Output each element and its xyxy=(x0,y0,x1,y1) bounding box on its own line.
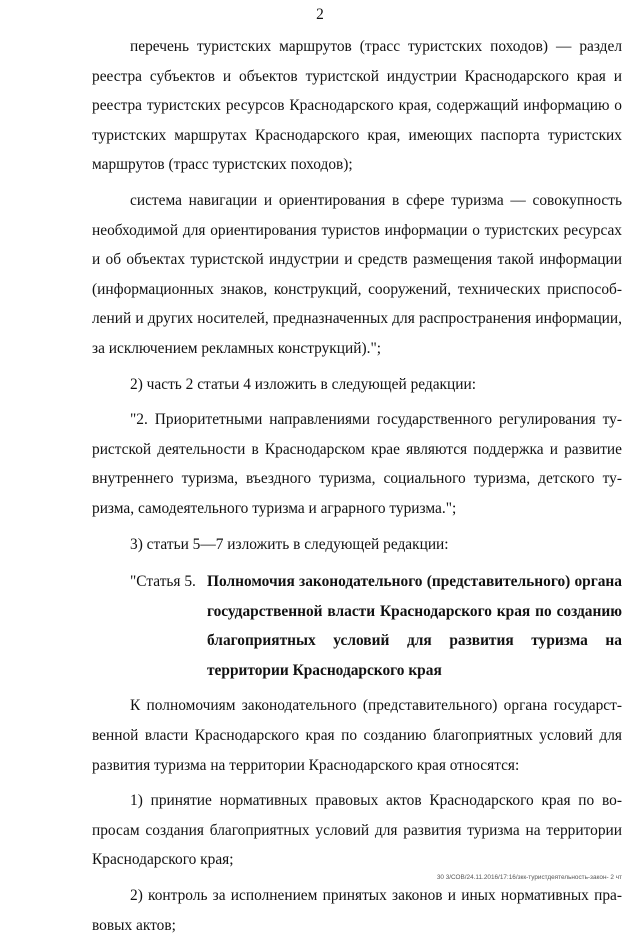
list-item-1: 1) принятие нормативных правовых актов Краснодарского края по вопросам создания благоприятных условий для развития туризма на территории Краснодарского края; xyxy=(92,792,622,869)
list-item-2: 2) контроль за исполнением принятых законов и иных нормативных правовых актов; xyxy=(92,887,622,934)
article-5-heading xyxy=(92,567,622,685)
paragraph-tourist-routes: перечень туристских маршрутов (трасс туристских походов) — раздел реестра субъектов и объектов туристской индустрии Краснодарского края и реестра туристских ресурсов Краснодарского края, содержащий информацию о туристских маршрутах Краснодарского края, имеющих паспорта туристских маршрутов (трасс туристских походов); xyxy=(92,38,622,174)
article-title: Полномочия законодательного (представительного) органа государственной власти Краснодарского края по созданию благоприятных условий для развития туризма на территории Краснодарского края xyxy=(207,573,622,679)
page-number: 2 xyxy=(316,6,324,23)
paragraph-amendment-2: 2) часть 2 статьи 4 изложить в следующей редакции: xyxy=(130,375,477,393)
paragraph-amendment-3: 3) статьи 5—7 изложить в следующей редакции: xyxy=(130,535,449,553)
paragraph-powers-intro: К полномочиям законодательного (представительного) органа государственной власти Краснодарского края по созданию благоприятных условий для развития туризма на территории Краснодарского края относятся: xyxy=(92,697,622,774)
document-body xyxy=(92,32,622,940)
document-footer-code: 30 3/СОВ/24.11.2016/17:16/зкк-туристдеятельность-закон- 2 чт xyxy=(436,874,622,881)
paragraph-navigation-system: система навигации и ориентирования в сфере туризма — совокупность необходимой для ориентирования туристов информации о туристских ресурсах и об объектах туристской индустрии и средств размещения такой информации (информационных знаков, конструкций, сооружений, технических приспособлений и других носителей, предназначенных для распространения информации, за исключением рекламных конструкций)."; xyxy=(92,191,622,357)
paragraph-priority-directions: "2. Приоритетными направлениями государственного регулирования туристской деятельности в Краснодарском крае являются поддержка и развитие внутреннего туризма, въездного туризма, социального туризма, детского туризма, самодеятельного туризма и аграрного туризма."; xyxy=(92,411,622,517)
article-label: "Статья 5. xyxy=(130,573,196,591)
